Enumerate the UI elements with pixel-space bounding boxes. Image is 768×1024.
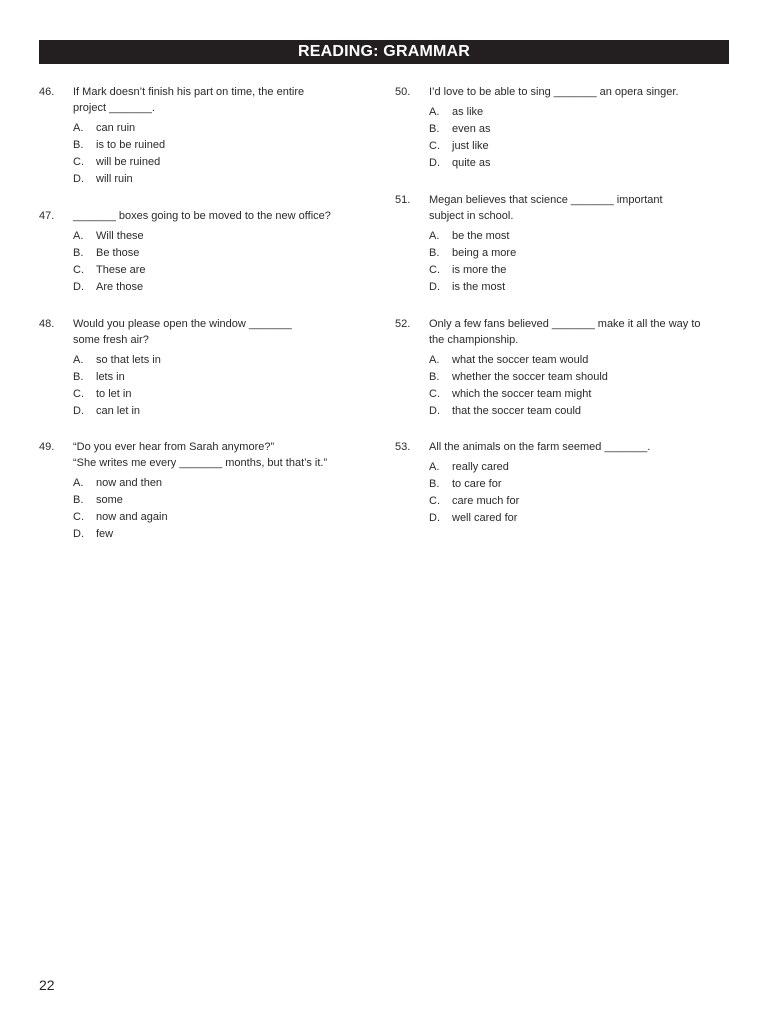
option-text: being a more bbox=[452, 247, 517, 259]
option-text: will ruin bbox=[96, 173, 133, 185]
answer-option[interactable] bbox=[429, 352, 701, 369]
answer-option[interactable] bbox=[73, 352, 292, 369]
question-stem bbox=[395, 84, 679, 100]
question-text: Would you please open the window _______ some fresh air? bbox=[73, 318, 292, 346]
option-text: as like bbox=[452, 106, 484, 118]
option-text: Be those bbox=[96, 247, 140, 259]
answer-option[interactable] bbox=[429, 493, 650, 510]
answer-options bbox=[395, 104, 679, 172]
question-text: If Mark doesn’t finish his part on time, the entire project _______. bbox=[73, 86, 305, 114]
question-49 bbox=[39, 439, 327, 543]
question-text: “Do you ever hear from Sarah anymore?” “She writes me every _______ months, but that’s it.” bbox=[73, 441, 328, 469]
answer-option[interactable] bbox=[429, 262, 663, 279]
answer-option[interactable] bbox=[429, 459, 650, 476]
option-letter: A. bbox=[73, 230, 84, 242]
answer-option[interactable] bbox=[73, 475, 327, 492]
answer-option[interactable] bbox=[429, 476, 650, 493]
option-letter: A. bbox=[429, 461, 440, 473]
answer-options bbox=[39, 228, 331, 296]
option-text: just like bbox=[452, 140, 489, 152]
option-letter: D. bbox=[73, 173, 84, 185]
option-letter: D. bbox=[73, 281, 84, 293]
option-letter: D. bbox=[429, 512, 440, 524]
question-text: Only a few fans believed _______ make it all the way to the championship. bbox=[429, 318, 701, 346]
answer-option[interactable] bbox=[429, 510, 650, 527]
question-stem bbox=[39, 208, 331, 224]
question-47 bbox=[39, 208, 331, 296]
option-letter: D. bbox=[73, 528, 84, 540]
option-text: what the soccer team would bbox=[452, 354, 589, 366]
question-48 bbox=[39, 316, 292, 420]
option-letter: C. bbox=[429, 495, 440, 507]
option-letter: C. bbox=[73, 511, 84, 523]
question-text: _______ boxes going to be moved to the new office? bbox=[73, 210, 331, 222]
question-text: I’d love to be able to sing _______ an opera singer. bbox=[429, 86, 679, 98]
option-letter: C. bbox=[429, 140, 440, 152]
question-51 bbox=[395, 192, 663, 296]
question-53 bbox=[395, 439, 650, 527]
option-letter: A. bbox=[429, 106, 440, 118]
option-letter: D. bbox=[429, 281, 440, 293]
option-letter: C. bbox=[73, 264, 84, 276]
option-letter: C. bbox=[429, 264, 440, 276]
answer-option[interactable] bbox=[429, 245, 663, 262]
option-text: whether the soccer team should bbox=[452, 371, 608, 383]
option-text: can let in bbox=[96, 405, 141, 417]
question-number: 46. bbox=[39, 86, 55, 98]
option-letter: A. bbox=[73, 354, 84, 366]
option-text: is more the bbox=[452, 264, 507, 276]
answer-option[interactable] bbox=[73, 526, 327, 543]
option-text: that the soccer team could bbox=[452, 405, 582, 417]
option-text: lets in bbox=[96, 371, 125, 383]
option-text: few bbox=[96, 528, 114, 540]
answer-option[interactable] bbox=[73, 386, 292, 403]
option-text: care much for bbox=[452, 495, 520, 507]
answer-option[interactable] bbox=[73, 509, 327, 526]
option-letter: B. bbox=[429, 247, 440, 259]
question-stem bbox=[39, 316, 292, 348]
option-letter: A. bbox=[429, 354, 440, 366]
option-letter: D. bbox=[73, 405, 84, 417]
section-header bbox=[39, 40, 729, 64]
question-stem bbox=[395, 192, 663, 224]
answer-options bbox=[395, 352, 701, 420]
answer-option[interactable] bbox=[73, 262, 331, 279]
option-text: some bbox=[96, 494, 123, 506]
answer-option[interactable] bbox=[73, 403, 292, 420]
option-letter: C. bbox=[73, 388, 84, 400]
option-letter: A. bbox=[73, 477, 84, 489]
question-stem bbox=[395, 316, 701, 348]
option-text: so that lets in bbox=[96, 354, 161, 366]
option-text: is to be ruined bbox=[96, 139, 166, 151]
question-number: 50. bbox=[395, 86, 411, 98]
option-letter: B. bbox=[429, 478, 440, 490]
answer-option[interactable] bbox=[429, 369, 701, 386]
answer-option[interactable] bbox=[429, 403, 701, 420]
question-stem bbox=[39, 84, 304, 116]
answer-option[interactable] bbox=[429, 138, 679, 155]
option-text: even as bbox=[452, 123, 491, 135]
option-letter: B. bbox=[429, 371, 440, 383]
option-text: to care for bbox=[452, 478, 502, 490]
question-number: 51. bbox=[395, 194, 411, 206]
option-letter: D. bbox=[429, 157, 440, 169]
option-letter: C. bbox=[73, 156, 84, 168]
option-text: is the most bbox=[452, 281, 506, 293]
question-stem bbox=[395, 439, 650, 455]
answer-option[interactable] bbox=[429, 121, 679, 138]
option-letter: B. bbox=[73, 371, 84, 383]
option-text: quite as bbox=[452, 157, 491, 169]
question-number: 52. bbox=[395, 318, 411, 330]
option-letter: A. bbox=[429, 230, 440, 242]
answer-option[interactable] bbox=[73, 154, 304, 171]
option-letter: C. bbox=[429, 388, 440, 400]
answer-options bbox=[395, 228, 663, 296]
question-stem bbox=[39, 439, 327, 471]
option-text: These are bbox=[96, 264, 146, 276]
option-letter: D. bbox=[429, 405, 440, 417]
question-number: 47. bbox=[39, 210, 55, 222]
option-text: Will these bbox=[96, 230, 144, 242]
question-number: 49. bbox=[39, 441, 55, 453]
answer-option[interactable] bbox=[73, 137, 304, 154]
option-text: can ruin bbox=[96, 122, 136, 134]
page-number: 22 bbox=[39, 977, 55, 993]
answer-options bbox=[39, 120, 304, 188]
answer-options bbox=[39, 475, 327, 543]
question-50 bbox=[395, 84, 679, 172]
option-text: now and again bbox=[96, 511, 168, 523]
answer-option[interactable] bbox=[429, 279, 663, 296]
option-text: now and then bbox=[96, 477, 163, 489]
option-text: will be ruined bbox=[96, 156, 161, 168]
answer-option[interactable] bbox=[429, 386, 701, 403]
option-text: to let in bbox=[96, 388, 132, 400]
option-text: well cared for bbox=[452, 512, 518, 524]
answer-option[interactable] bbox=[429, 228, 663, 245]
answer-option[interactable] bbox=[73, 120, 304, 137]
option-text: which the soccer team might bbox=[452, 388, 592, 400]
option-text: be the most bbox=[452, 230, 510, 242]
option-letter: A. bbox=[73, 122, 84, 134]
answer-option[interactable] bbox=[429, 104, 679, 121]
question-text: Megan believes that science _______ important subject in school. bbox=[429, 194, 663, 222]
option-letter: B. bbox=[73, 247, 84, 259]
question-52 bbox=[395, 316, 701, 420]
question-number: 48. bbox=[39, 318, 55, 330]
section-title: READING: GRAMMAR bbox=[297, 43, 471, 60]
answer-option[interactable] bbox=[73, 369, 292, 386]
answer-option[interactable] bbox=[73, 492, 327, 509]
answer-option[interactable] bbox=[429, 155, 679, 172]
option-text: really cared bbox=[452, 461, 509, 473]
question-46 bbox=[39, 84, 304, 188]
answer-options bbox=[395, 459, 650, 527]
option-letter: B. bbox=[73, 139, 84, 151]
answer-options bbox=[39, 352, 292, 420]
question-number: 53. bbox=[395, 441, 411, 453]
option-text: Are those bbox=[96, 281, 144, 293]
question-text: All the animals on the farm seemed _______. bbox=[429, 441, 651, 453]
option-letter: B. bbox=[429, 123, 440, 135]
answer-option[interactable] bbox=[73, 279, 331, 296]
answer-option[interactable] bbox=[73, 245, 331, 262]
answer-option[interactable] bbox=[73, 228, 331, 245]
option-letter: B. bbox=[73, 494, 84, 506]
answer-option[interactable] bbox=[73, 171, 304, 188]
